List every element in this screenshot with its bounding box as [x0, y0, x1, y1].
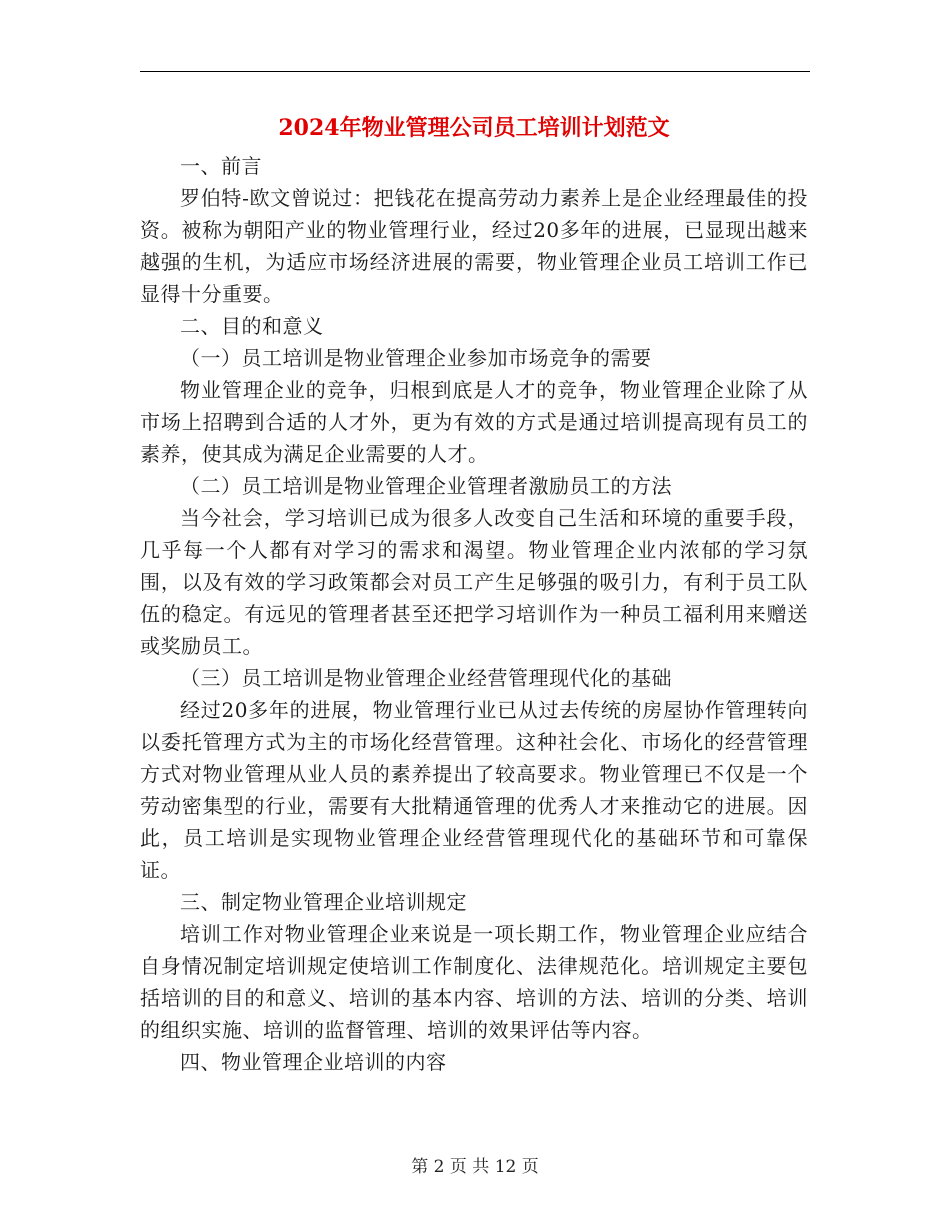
document-title: 2024年物业管理公司员工培训计划范文	[278, 115, 670, 141]
section-heading-preface: 一、前言	[180, 154, 262, 178]
paragraph-preface: 罗伯特-欧文曾说过：把钱花在提高劳动力素养上是企业经理最佳的投资。被称为朝阳产业的物业管理行业，经过20多年的进展，已显现出越来越强的生机，为适应市场经济进展的需要，物业管理企业员工培训工作已显得十分重要。	[140, 186, 808, 306]
header-rule	[140, 71, 810, 72]
document-body	[140, 106, 808, 1078]
paragraph-competition: 物业管理企业的竞争，归根到底是人才的竞争，物业管理企业除了从市场上招聘到合适的人才外，更为有效的方式是通过培训提高现有员工的素养，使其成为满足企业需要的人才。	[140, 378, 808, 466]
subheading-motivation: （二）员工培训是物业管理企业管理者激励员工的方法	[180, 474, 672, 498]
page-number-footer: 第 2 页 共 12 页	[411, 1157, 539, 1177]
subheading-modernization: （三）员工培训是物业管理企业经营管理现代化的基础	[180, 666, 672, 690]
paragraph-modernization: 经过20多年的进展，物业管理行业已从过去传统的房屋协作管理转向以委托管理方式为主的市场化经营管理。这种社会化、市场化的经营管理方式对物业管理从业人员的素养提出了较高要求。物业管理已不仅是一个劳动密集型的行业，需要有大批精通管理的优秀人才来推动它的进展。因此，员工培训是实现物业管理企业经营管理现代化的基础环节和可靠保证。	[140, 698, 808, 882]
paragraph-regulations: 培训工作对物业管理企业来说是一项长期工作，物业管理企业应结合自身情况制定培训规定使培训工作制度化、法律规范化。培训规定主要包括培训的目的和意义、培训的基本内容、培训的方法、培训的分类、培训的组织实施、培训的监督管理、培训的效果评估等内容。	[140, 922, 808, 1042]
paragraph-motivation: 当今社会，学习培训已成为很多人改变自己生活和环境的重要手段，几乎每一个人都有对学习的需求和渴望。物业管理企业内浓郁的学习氛围，以及有效的学习政策都会对员工产生足够强的吸引力，有利于员工队伍的稳定。有远见的管理者甚至还把学习培训作为一种员工福利用来赠送或奖励员工。	[140, 506, 808, 658]
section-heading-content: 四、物业管理企业培训的内容	[180, 1050, 447, 1074]
section-heading-regulations: 三、制定物业管理企业培训规定	[180, 890, 467, 914]
subheading-competition: （一）员工培训是物业管理企业参加市场竞争的需要	[180, 346, 652, 370]
section-heading-purpose: 二、目的和意义	[180, 314, 324, 338]
